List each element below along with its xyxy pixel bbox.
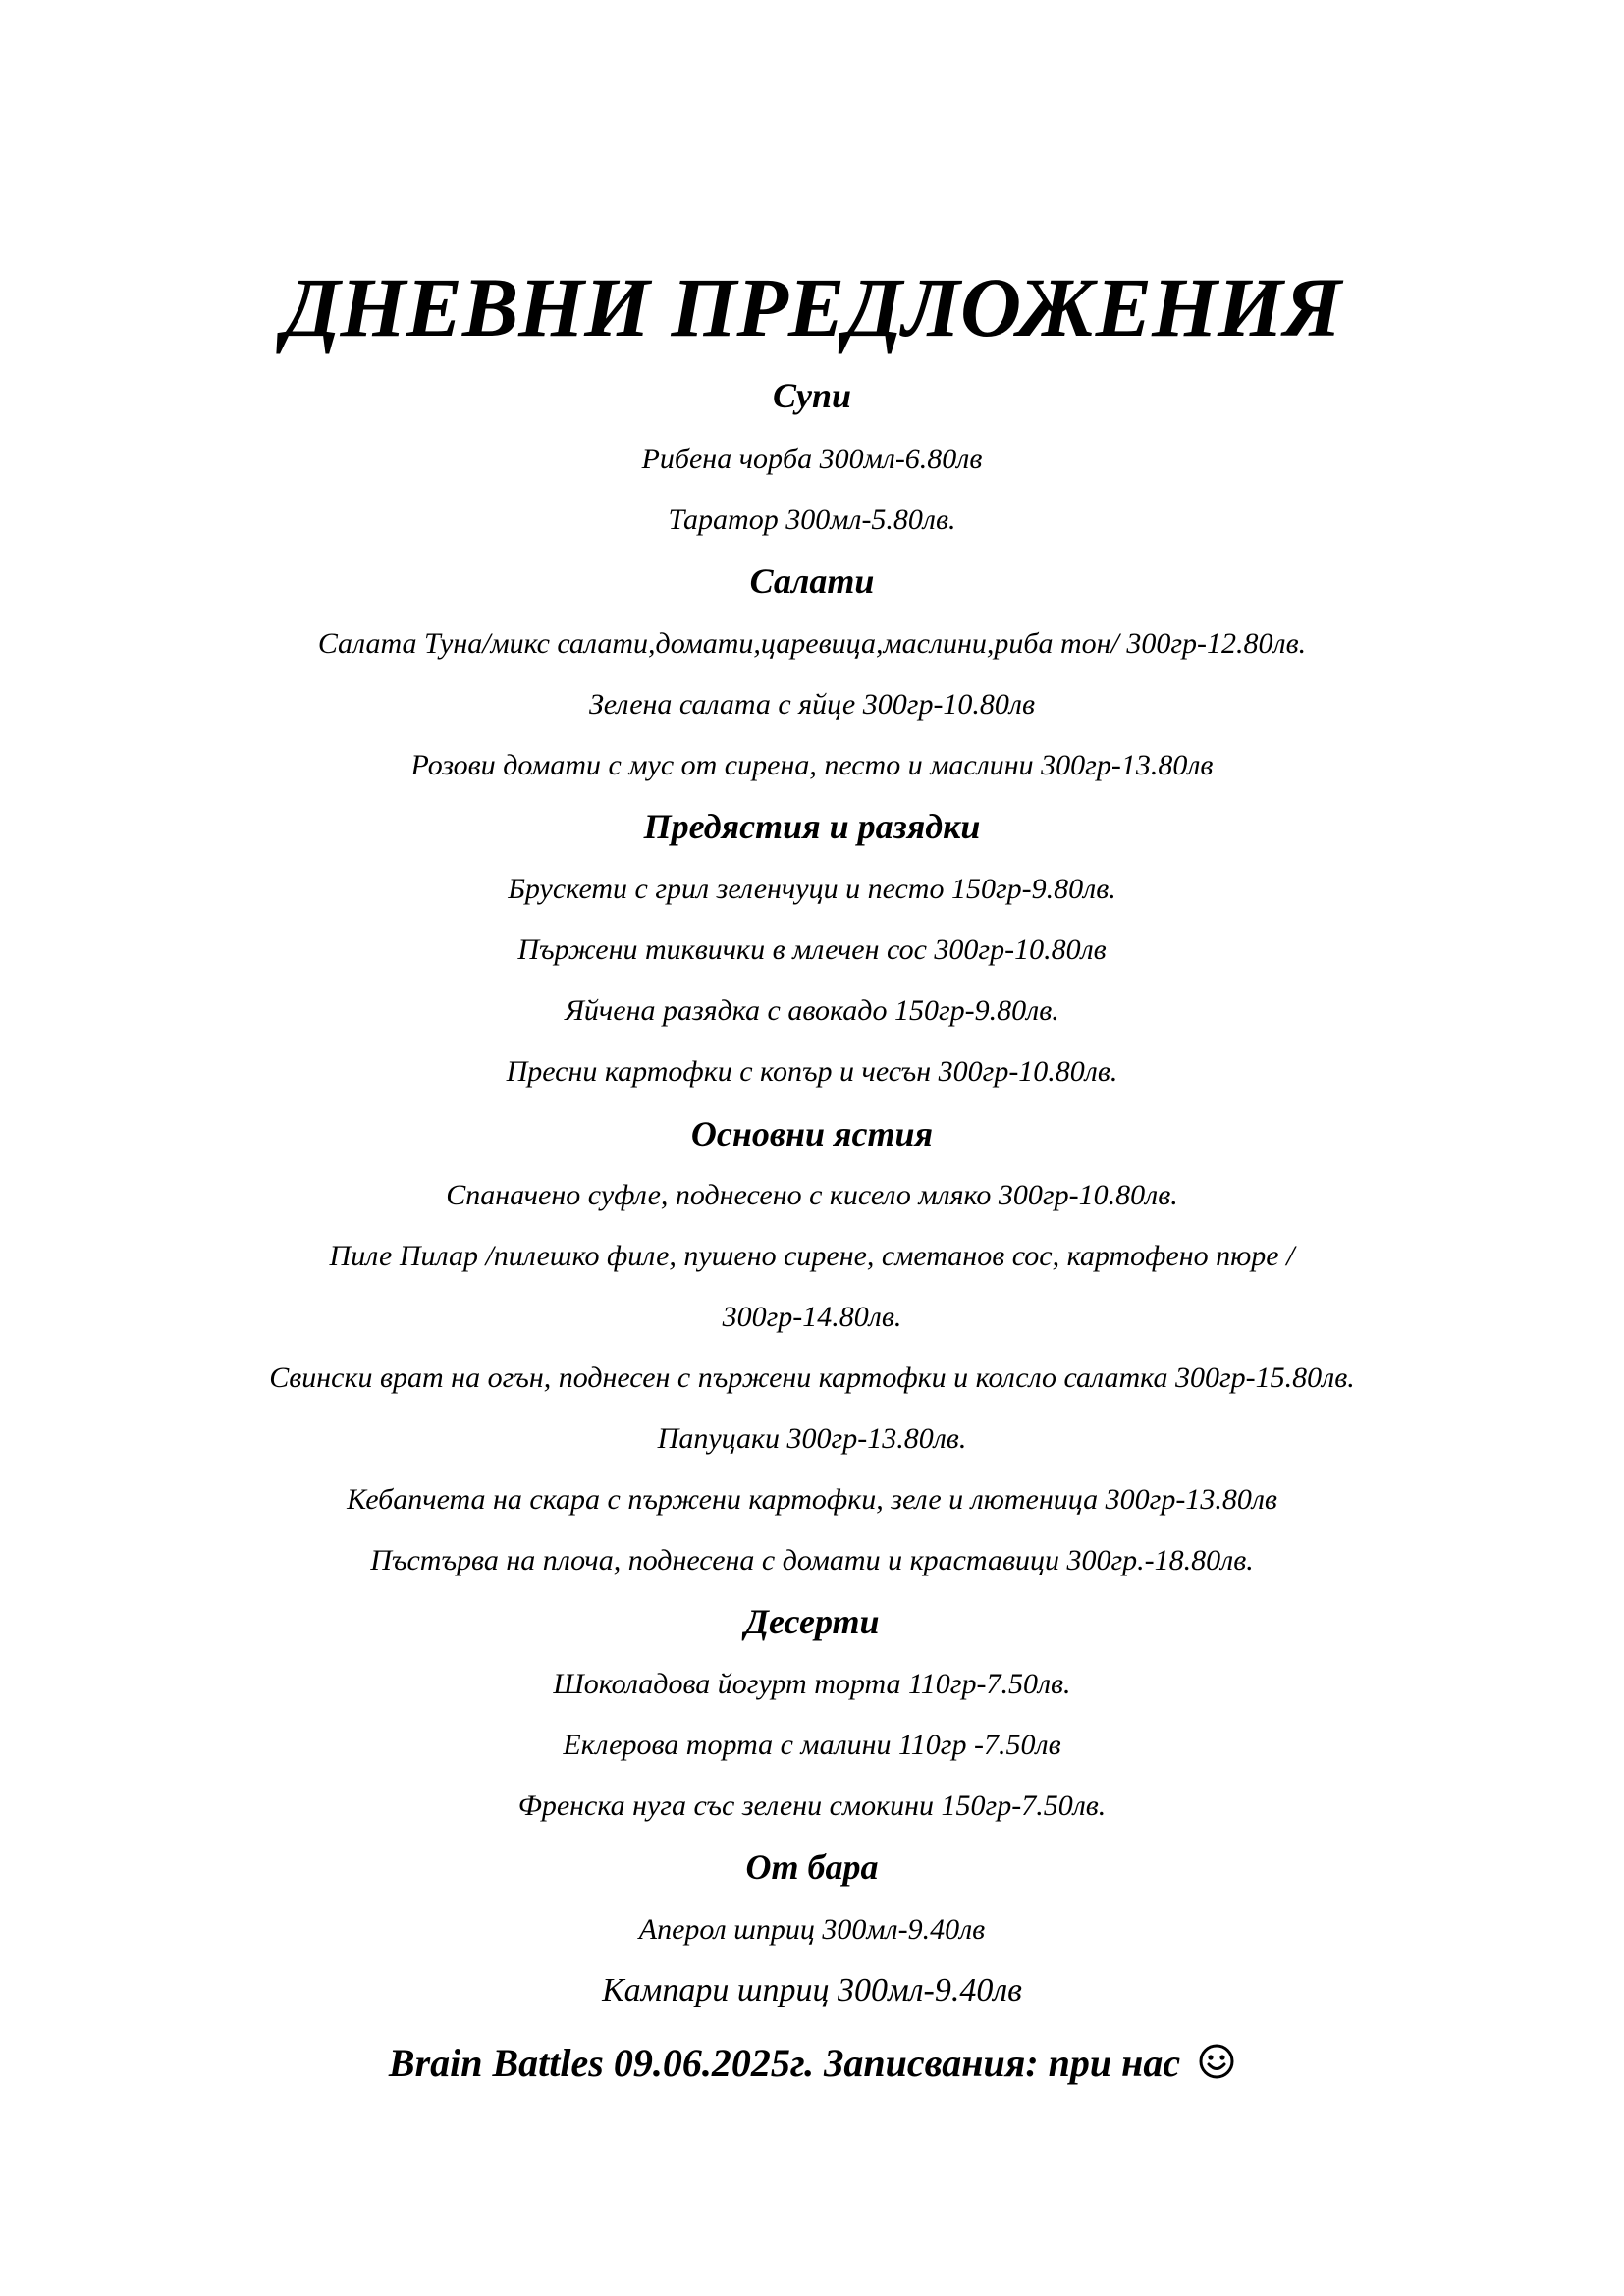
menu-item: Таратор 300мл-5.80лв. <box>668 504 956 536</box>
section-heading-salads: Салати <box>749 561 875 601</box>
menu-item: Папуцаки 300гр-13.80лв. <box>657 1422 967 1455</box>
event-announcement <box>0 2038 1624 2093</box>
menu-item: Шоколадова йогурт торта 110гр-7.50лв. <box>553 1668 1071 1700</box>
menu-item: Розови домати с мус от сирена, песто и маслини 300гр-13.80лв <box>410 749 1214 781</box>
menu-item: Кампари шприц 300мл-9.40лв <box>602 1972 1022 2008</box>
menu-item: Брускети с грил зеленчуци и песто 150гр-9.80лв. <box>508 873 1116 905</box>
section-heading-soups: Супи <box>772 376 852 415</box>
menu-item: Френска нуга със зелени смокини 150гр-7.50лв. <box>517 1789 1107 1822</box>
menu-item: Еклерова торта с малини 110гр -7.50лв <box>563 1729 1061 1761</box>
menu-item: Пъстърва на плоча, поднесена с домати и краставици 300гр.-18.80лв. <box>370 1544 1254 1576</box>
menu-item: Спаначено суфле, поднесено с кисело мляко 300гр-10.80лв. <box>446 1179 1178 1211</box>
section-heading-appetizers: Предястия и разядки <box>643 807 981 846</box>
menu-item: Свински врат на огън, поднесен с пържени картофки и колсло салатка 300гр-15.80лв. <box>269 1362 1355 1394</box>
menu-item: Пиле Пилар /пилешко филе, пушено сирене, сметанов сос, картофено пюре / <box>329 1240 1295 1272</box>
menu-item: Пресни картофки с копър и чесън 300гр-10.80лв. <box>506 1055 1118 1088</box>
section-heading-main-courses: Основни ястия <box>690 1114 934 1153</box>
page-title: ДНЕВНИ ПРЕДЛОЖЕНИЯ <box>282 260 1342 354</box>
menu-item: Салата Туна/микс салати,домати,царевица,маслини,риба тон/ 300гр-12.80лв. <box>317 627 1307 660</box>
menu-item: Зелена салата с яйце 300гр-10.80лв <box>588 688 1036 721</box>
menu-item: Яйчена разядка с авокадо 150гр-9.80лв. <box>565 994 1059 1027</box>
smiley-icon <box>1198 2042 1235 2093</box>
section-heading-desserts: Десерти <box>744 1602 880 1641</box>
event-announcement-text: Brain Battles 09.06.2025г. Записвания: при нас <box>388 2041 1181 2085</box>
section-heading-bar: От бара <box>745 1847 879 1887</box>
menu-item: Аперол шприц 300мл-9.40лв <box>638 1913 986 1946</box>
menu-item: Кебапчета на скара с пържени картофки, зеле и лютеница 300гр-13.80лв <box>347 1483 1277 1516</box>
menu-item: Рибена чорба 300мл-6.80лв <box>641 443 983 475</box>
menu-item: 300гр-14.80лв. <box>722 1301 902 1333</box>
menu-item: Пържени тиквички в млечен сос 300гр-10.80лв <box>517 934 1107 966</box>
